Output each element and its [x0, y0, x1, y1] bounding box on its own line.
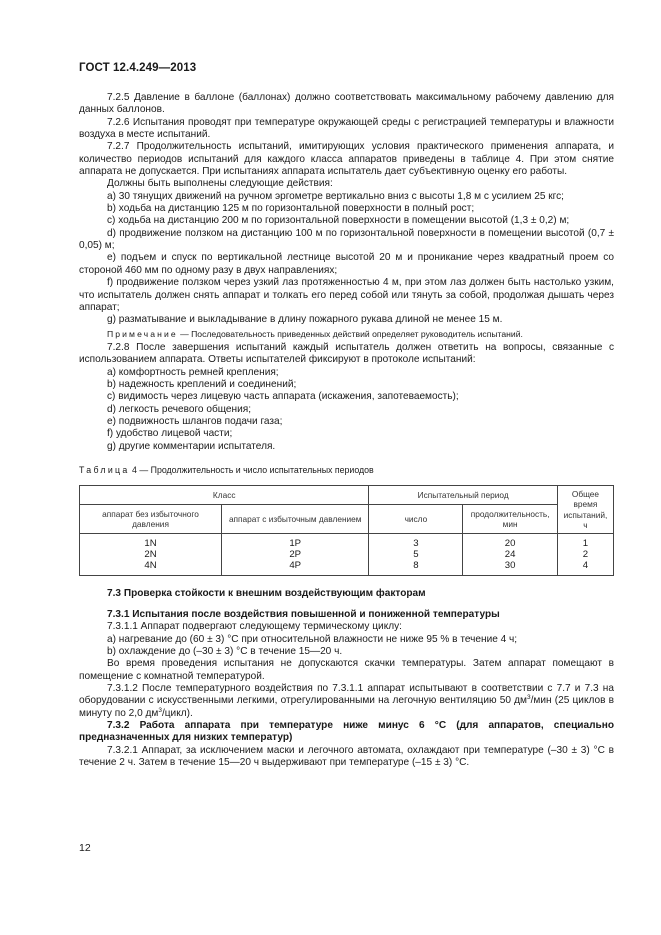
text-run: /мин (25 циклов в минуту по 2,0 дм [79, 695, 614, 719]
table-cell: 4P [222, 560, 369, 576]
header-test-period: Испытательный период [369, 486, 557, 505]
header-duration: продолжительность, мин [463, 505, 558, 534]
table-cell: 1N [80, 534, 222, 550]
action-item: d) продвижение ползком на дистанцию 100 м по горизонтальной поверхности в помещении высотой (0,7 ± 0,05) м; [79, 227, 614, 252]
table-cell: 4N [80, 560, 222, 576]
actions-intro: Должны быть выполнены следующие действия: [107, 178, 333, 190]
table-cell: 2N [80, 549, 222, 560]
superscript: 3 [526, 694, 531, 702]
paragraph-7-2-8: 7.2.8 После завершения испытаний каждый испытатель должен ответить на вопросы, связанные с использованием аппарата. Ответы испытателей фиксируют в протоколе испытаний: [79, 342, 614, 366]
table-cell: 1P [222, 534, 369, 550]
paragraph-7-2-7: 7.2.7 Продолжительность испытаний, имитирующих условия практического применения аппарата, и количество периодов испытаний для каждого класса аппаратов приведены в таблице 4. При этом снятие аппарата не допускается. При испытаниях аппарата испытатель дает субъективную оценку его работы. [79, 141, 614, 178]
note [79, 328, 614, 340]
action-item: а) 30 тянущих движений на ручном эргометре вертикально вниз с высоты 1,8 м с усилием 25 кгс; [107, 190, 564, 202]
paragraph-temperature-jumps: Во время проведения испытания не допускаются скачки температуры. Затем аппарат помещают в помещение с комнатной температурой. [79, 658, 614, 682]
section-7-3-1-title: 7.3.1 Испытания после воздействия повышенной и пониженной температуры [107, 608, 500, 620]
document-header: ГОСТ 12.4.249—2013 [79, 62, 197, 74]
note-label: Примечание [107, 328, 178, 339]
paragraph-7-2-5: 7.2.5 Давление в баллоне (баллонах) должно соответствовать максимальному рабочему давлению для данных баллонов. [79, 92, 614, 116]
table-cell: 2 [557, 549, 613, 560]
table-cell: 8 [369, 560, 463, 576]
table-caption-text: 4 — Продолжительность и число испытательных периодов [129, 465, 374, 476]
question-item: b) надежность креплений и соединений; [107, 379, 297, 391]
table-cell: 5 [369, 549, 463, 560]
note-text: — Последовательность приведенных действий определяет руководитель испытаний. [177, 328, 523, 339]
paragraph-7-3-1-1: 7.3.1.1 Аппарат подвергают следующему термическому циклу: [107, 621, 402, 633]
table-row [80, 549, 614, 560]
header-class: Класс [80, 486, 369, 505]
action-item: c) ходьба на дистанцию 200 м по горизонтальной поверхности в помещении высотой (1,3 ± 0,2) м; [107, 215, 570, 227]
table-row [80, 560, 614, 576]
paragraph-7-3-1-2 [79, 683, 614, 720]
table-cell: 2P [222, 549, 369, 560]
text-run: /цикл). [161, 707, 193, 719]
table-cell: 4 [557, 560, 613, 576]
superscript: 3 [158, 706, 162, 714]
cycle-item: а) нагревание до (60 ± 3) °С при относительной влажности не ниже 95 % в течение 4 ч; [107, 633, 518, 645]
section-7-3-2-title: 7.3.2 Работа аппарата при температуре ниже минус 6 °С (для аппаратов, специально предназначенных для низких температур) [79, 719, 614, 744]
table-cell: 30 [463, 560, 558, 576]
page-content [79, 92, 614, 769]
text-run: 7.3.1.2 После температурного воздействия по 7.3.1.1 аппарат испытывают в соответствии с 7.7 и 7.3 на оборудовании с искусственными легкими, отрегулированными на легочную вентиляцию 50 дм [79, 682, 614, 707]
question-item: f) удобство лицевой части; [107, 428, 233, 440]
question-item: c) видимость через лицевую часть аппарата (искажения, запотеваемость); [107, 391, 459, 403]
table-4 [79, 485, 614, 576]
header-total-time: Общее время испытаний, ч [557, 486, 613, 534]
section-7-3-title: 7.3 Проверка стойкости к внешним воздействующим факторам [107, 588, 426, 600]
table-row [80, 534, 614, 550]
action-item: f) продвижение ползком через узкий лаз протяженностью 4 м, при этом лаз должен быть настолько узким, что испытатель должен снять аппарат и толкать его перед собой или тянуть за собой, продолжая дышать через аппарат; [79, 277, 614, 313]
question-item: e) подвижность шлангов подачи газа; [107, 416, 283, 428]
header-number: число [369, 505, 463, 534]
table-cell: 20 [463, 534, 558, 550]
question-item: а) комфортность ремней крепления; [107, 366, 279, 378]
question-item: g) другие комментарии испытателя. [107, 440, 276, 452]
action-item: e) подъем и спуск по вертикальной лестнице высотой 20 м и проникание через квадратный проем со стороной 460 мм по одному разу в двух направлениях; [79, 252, 614, 276]
paragraph-7-3-2-1: 7.3.2.1 Аппарат, за исключением маски и легочного автомата, охлаждают при температуре (–30 ± 3) °С в течение 2 ч. Затем в течение 15—20 ч выдерживают при температуре (–15 ± 3) °С. [79, 744, 614, 768]
table-cell: 3 [369, 534, 463, 550]
table-cell: 24 [463, 549, 558, 560]
table-cell: 1 [557, 534, 613, 550]
cycle-item: b) охлаждение до (–30 ± 3) °С в течение 15—20 ч. [107, 645, 343, 657]
table-caption-label: Таблица [79, 465, 130, 476]
paragraph-7-2-6: 7.2.6 Испытания проводят при температуре окружающей среды с регистрацией температуры и влажности воздуха в месте испытаний. [79, 116, 614, 141]
table-caption [79, 464, 614, 476]
header-excess-pressure: аппарат с избыточным давлением [222, 505, 369, 534]
action-item: g) разматывание и выкладывание в длину пожарного рукава длиной не менее 15 м. [107, 314, 503, 326]
action-item: b) ходьба на дистанцию 125 м по горизонтальной поверхности в полный рост; [107, 203, 475, 215]
page-number: 12 [79, 842, 91, 854]
header-no-excess-pressure: аппарат без избыточного давления [80, 505, 222, 534]
question-item: d) легкость речевого общения; [107, 403, 252, 415]
